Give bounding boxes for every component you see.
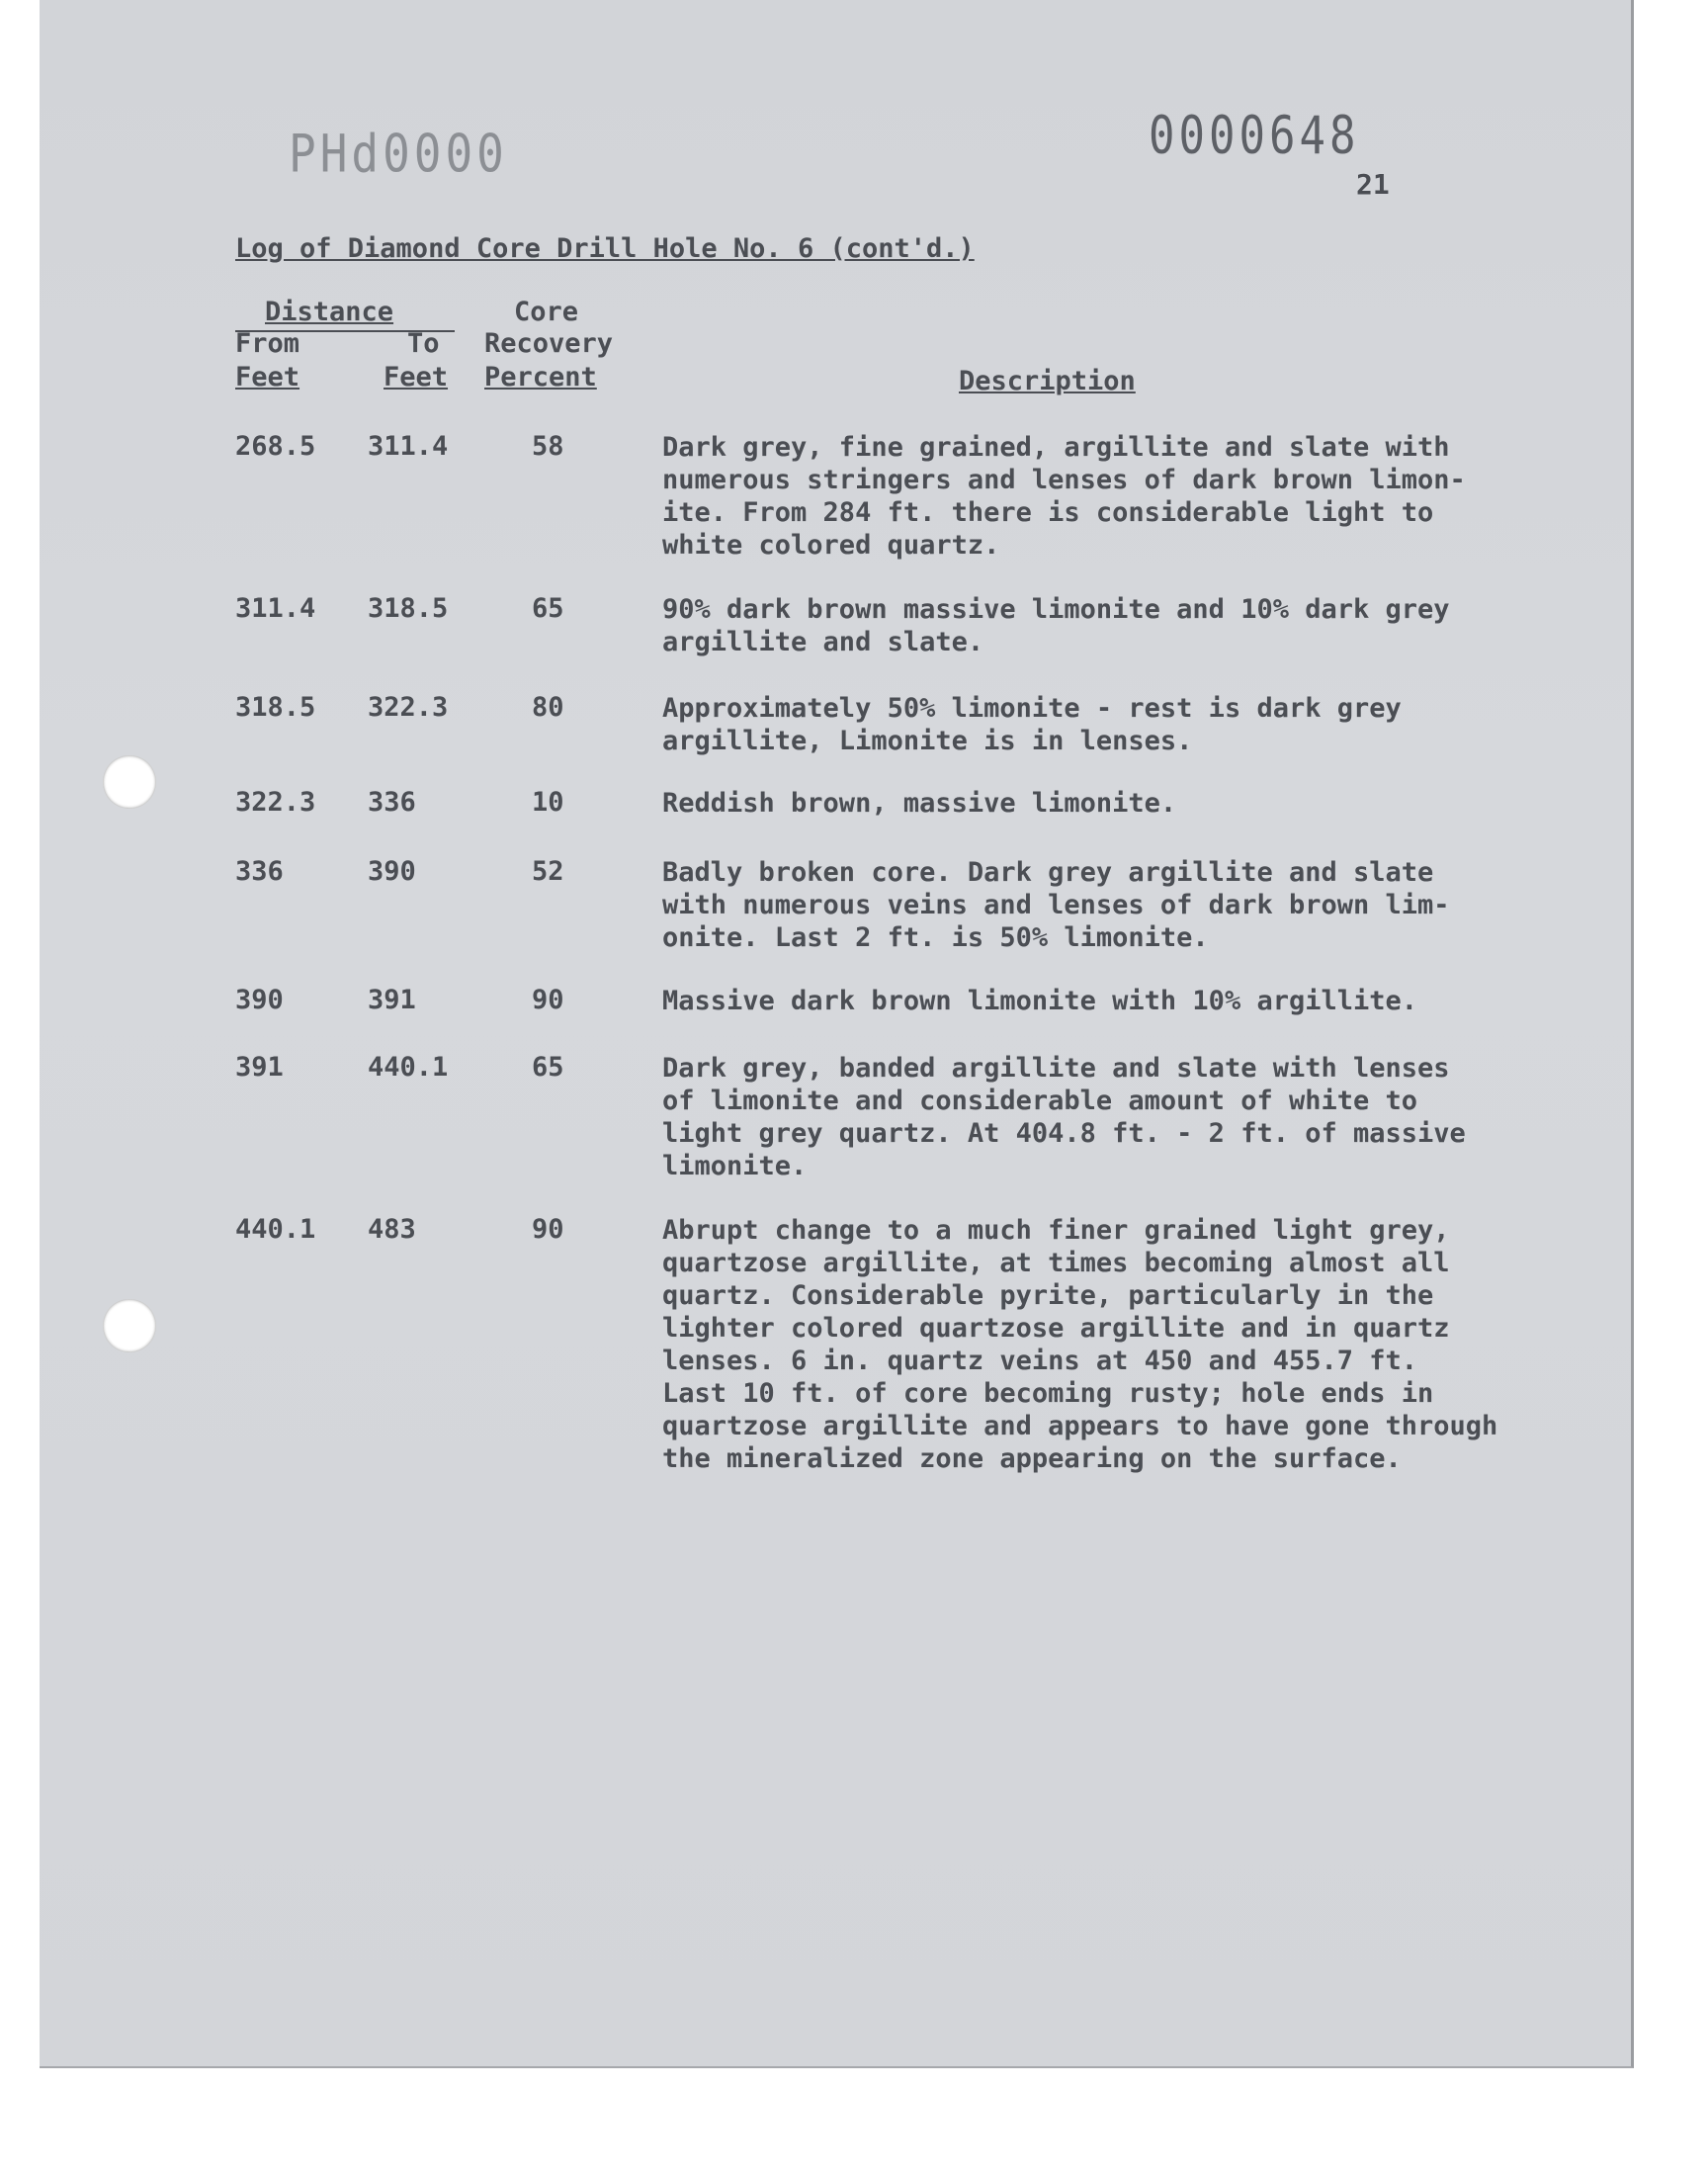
cell-recovery: 52 — [532, 856, 564, 887]
cell-to: 336 — [368, 787, 416, 818]
cell-to: 318.5 — [368, 593, 449, 624]
cell-to: 322.3 — [368, 692, 449, 723]
punch-hole-top — [103, 755, 156, 809]
cell-from: 336 — [235, 856, 284, 887]
cell-description: 90% dark brown massive limonite and 10% dark grey argillite and slate. — [662, 594, 1450, 657]
cell-recovery: 10 — [532, 787, 564, 818]
cell-to: 440.1 — [368, 1052, 449, 1083]
punch-hole-bottom — [103, 1299, 156, 1352]
header-recovery: Recovery — [484, 328, 614, 359]
header-to: To — [407, 328, 440, 359]
document-stamp-right: 0000648 — [1149, 105, 1360, 167]
cell-description: Reddish brown, massive limonite. — [662, 788, 1177, 819]
header-feet-to: Feet — [384, 362, 449, 392]
page-title: Log of Diamond Core Drill Hole No. 6 (cont'd.) — [235, 233, 975, 264]
cell-from: 440.1 — [235, 1214, 316, 1245]
header-description: Description — [959, 366, 1136, 396]
cell-to: 483 — [368, 1214, 416, 1245]
cell-description: Badly broken core. Dark grey argillite and slate with numerous veins and lenses of dark brown lim- onite. Last 2 ft. is 50% limonite. — [662, 857, 1450, 953]
header-feet-from: Feet — [235, 362, 300, 392]
cell-from: 390 — [235, 985, 284, 1015]
cell-to: 390 — [368, 856, 416, 887]
cell-from: 391 — [235, 1052, 284, 1083]
cell-description: Approximately 50% limonite - rest is dark grey argillite, Limonite is in lenses. — [662, 693, 1402, 756]
cell-recovery: 58 — [532, 431, 564, 462]
cell-from: 322.3 — [235, 787, 316, 818]
cell-description: Massive dark brown limonite with 10% argillite. — [662, 986, 1418, 1016]
header-percent: Percent — [484, 362, 597, 392]
cell-description: Abrupt change to a much finer grained light grey, quartzose argillite, at times becoming almost all quartz. Considerable pyrite, particularly in the lighter colored quartzose argillite and in quartz lenses. 6 in. quartz veins at 450 and 455.7 ft. Last 10 ft. of core becoming rusty; hole ends in quartzose argillite and appears to have gone through the mineralized zone appearing on the surface. — [662, 1215, 1498, 1474]
cell-recovery: 65 — [532, 1052, 564, 1083]
cell-recovery: 65 — [532, 593, 564, 624]
page-number: 21 — [1356, 168, 1390, 201]
cell-recovery: 80 — [532, 692, 564, 723]
cell-from: 318.5 — [235, 692, 316, 723]
cell-description: Dark grey, fine grained, argillite and slate with numerous stringers and lenses of dark brown limon- ite. From 284 ft. there is considerable light to white colored quartz. — [662, 432, 1466, 561]
cell-to: 391 — [368, 985, 416, 1015]
header-distance: Distance — [265, 297, 394, 327]
document-stamp-left: PHd0000 — [289, 122, 508, 185]
cell-to: 311.4 — [368, 431, 449, 462]
cell-from: 268.5 — [235, 431, 316, 462]
cell-from: 311.4 — [235, 593, 316, 624]
cell-recovery: 90 — [532, 985, 564, 1015]
cell-description: Dark grey, banded argillite and slate with lenses of limonite and considerable amount of white to light grey quartz. At 404.8 ft. - 2 ft. of massive limonite. — [662, 1053, 1466, 1181]
header-core: Core — [514, 297, 579, 327]
cell-recovery: 90 — [532, 1214, 564, 1245]
header-from: From — [235, 328, 300, 359]
